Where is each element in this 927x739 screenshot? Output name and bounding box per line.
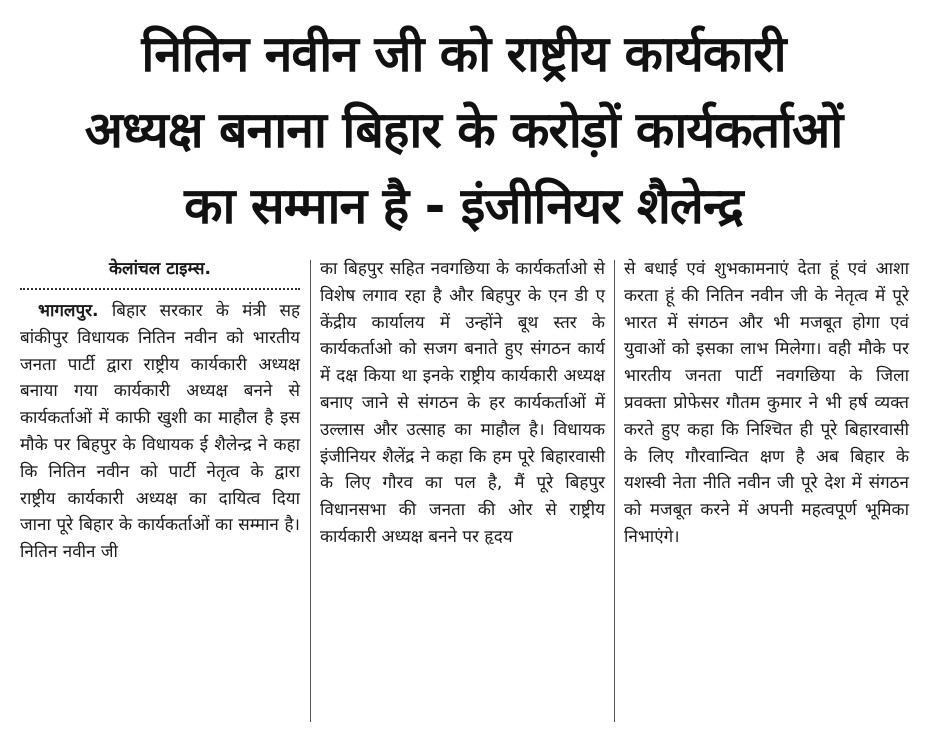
column-divider-2 — [614, 260, 615, 722]
byline: केलांचल टाइम्स. — [20, 256, 300, 290]
dateline: भागलपुर. — [38, 301, 99, 321]
headline — [0, 16, 927, 244]
column-2-text: का बिहपुर सहित नवगछिया के कार्यकर्ताओ से विशेष लगाव रहा है और बिहपुर के एन डी ए केंद्रीय कार्यालय में उन्होंने बूथ स्तर के कार्यकर्ताओ को सजग बनाते हुए संगठन कार्य में दक्ष किया था इनके राष्ट्रीय कार्यकारी अध्यक्ष बनाए जाने से संगठन के हर कार्यकर्ताओं में उल्लास और उत्साह का माहौल है। विधायक इंजीनियर शैलेंद्र ने कहा कि हम पूरे बिहारवासी के लिए गौरव का पल है, मैं पूरे बिहपुर विधानसभा की जनता की ओर से राष्ट्रीय कार्यकारी अध्यक्ष बनने पर हृदय — [320, 259, 605, 547]
column-divider-1 — [310, 260, 311, 722]
headline-line-1: नितिन नवीन जी को राष्ट्रीय कार्यकारी — [141, 25, 786, 83]
headline-line-3: का सम्मान है - इंजीनियर शैलेन्द्र — [184, 177, 743, 235]
article-column-2 — [320, 256, 605, 551]
headline-line-2: अध्यक्ष बनाना बिहार के करोड़ों कार्यकर्ताओं — [84, 101, 843, 159]
column-1-text: बिहार सरकार के मंत्री सह बांकीपुर विधायक नितिन नवीन को भारतीय जनता पार्टी द्वारा राष्ट्रीय कार्यकारी अध्यक्ष बनाया गया कार्यकारी अध्यक्ष बनने से कार्यकर्ताओं में काफी खुशी का माहौल है इस मौके पर बिहपुर के विधायक ई शैलेन्द्र ने कहा कि नितिन नवीन को पार्टी नेतृत्व के द्वारा राष्ट्रीय कार्यकारी अध्यक्ष का दायित्व दिया जाना पूरे बिहार के कार्यकर्ताओं का सम्मान है। नितिन नवीन जी — [20, 301, 301, 563]
column-3-text: से बधाई एवं शुभकामनाएं देता हूं एवं आशा करता हूं की नितिन नवीन जी के नेतृत्व में पूरे भारत में संगठन और भी मजबूत होगा एवं युवाओं को इसका लाभ मिलेगा। वही मौके पर भारतीय जनता पार्टी नवगछिया के जिला प्रवक्ता प्रोफेसर गौतम कुमार ने भी हर्ष व्यक्त करते हुए कहा कि निश्चित ही पूरे बिहारवासी के लिए गौरवान्वित क्षण है अब बिहार के यशस्वी नेता नीति नवीन जी पूरे देश में संगठन को मजबूत करने में अपनी महत्वपूर्ण भूमिका निभाएंगे। — [624, 259, 909, 547]
article-column-1 — [20, 256, 300, 566]
article-paragraph-1 — [20, 298, 300, 566]
article-column-3 — [624, 256, 909, 551]
